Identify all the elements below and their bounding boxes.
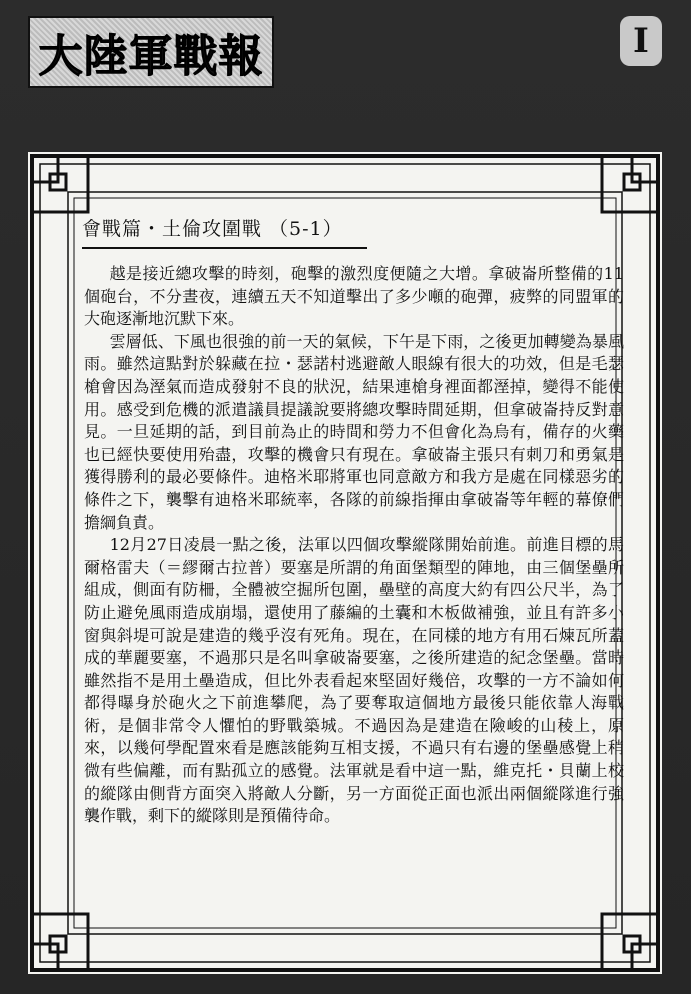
series-title: 大陸軍戰報 <box>38 31 264 82</box>
volume-badge: I <box>620 16 662 66</box>
paragraph: 雲層低、下風也很強的前一天的氣候，下午是下雨，之後更加轉變為暴風雨。雖然這點對於躲藏在拉・瑟諾村逃避敵人眼線有很大的功效，但是毛瑟槍會因為溼氣而造成發射不良的狀況，結果連槍身裡面都溼掉，變得不能使用。感受到危機的派遣議員提議說要將總攻擊時間延期，但拿破崙持反對意見。一旦延期的話，到目前為止的時間和勞力不但會化為烏有，備存的火藥也已經快要使用殆盡，攻擊的機會只有現在。拿破崙主張只有刺刀和勇氣是獲得勝利的最必要條件。迪格米耶將軍也同意敵方和我方是處在同樣惡劣的條件之下，襲擊有迪格米耶統率，各隊的前線指揮由拿破崙等年輕的幕僚們擔綱負責。 <box>84 331 624 532</box>
paragraph: 越是接近總攻擊的時刻，砲擊的激烈度便隨之大增。拿破崙所整備的11個砲台，不分晝夜，連續五天不知道擊出了多少噸的砲彈，疲弊的同盟軍的大砲逐漸地沉默下來。 <box>84 264 624 329</box>
paragraph: 12月27日凌晨一點之後，法軍以四個攻擊縱隊開始前進。前進目標的馬爾格雷夫（＝繆爾古拉普）要塞是所謂的角面堡類型的陣地，由三個堡壘所組成，側面有防柵，全體被空掘所包圍，壘壁的高度大約有四公尺半，為了防止避免風雨造成崩塌，還使用了藤編的土囊和木板做補強，並且有許多小窗與斜堤可說是建造的幾乎沒有死角。現在，在同樣的地方有用石煉瓦所蓋成的華麗要塞，不過那只是名叫拿破崙要塞，之後所建造的紀念堡壘。當時雖然指不是用土壘造成，但比外表看起來堅固好幾倍，攻擊的一方不論如何都得曝身於砲火之下前進攀爬，為了要奪取這個地方最後只能依靠人海戰術，是個非常令人懼怕的野戰築城。不過因為是建造在險峻的山稜上，原來，以幾何學配置來看是應該能夠互相支援，不過只有右邊的堡壘感覺上稍微有些偏離，而有點孤立的感覺。法軍就是看中這一點，維克托・貝蘭上校的縱隊由側背方面突入將敵人分斷，另一方面從正面也派出兩個縱隊進行強襲作戰，剩下的縱隊則是預備待命。 <box>84 535 624 826</box>
chapter-heading: 會戰篇・土倫攻圍戰 （5-1） <box>82 214 367 249</box>
article-body <box>84 263 624 828</box>
series-title-banner <box>30 18 272 86</box>
